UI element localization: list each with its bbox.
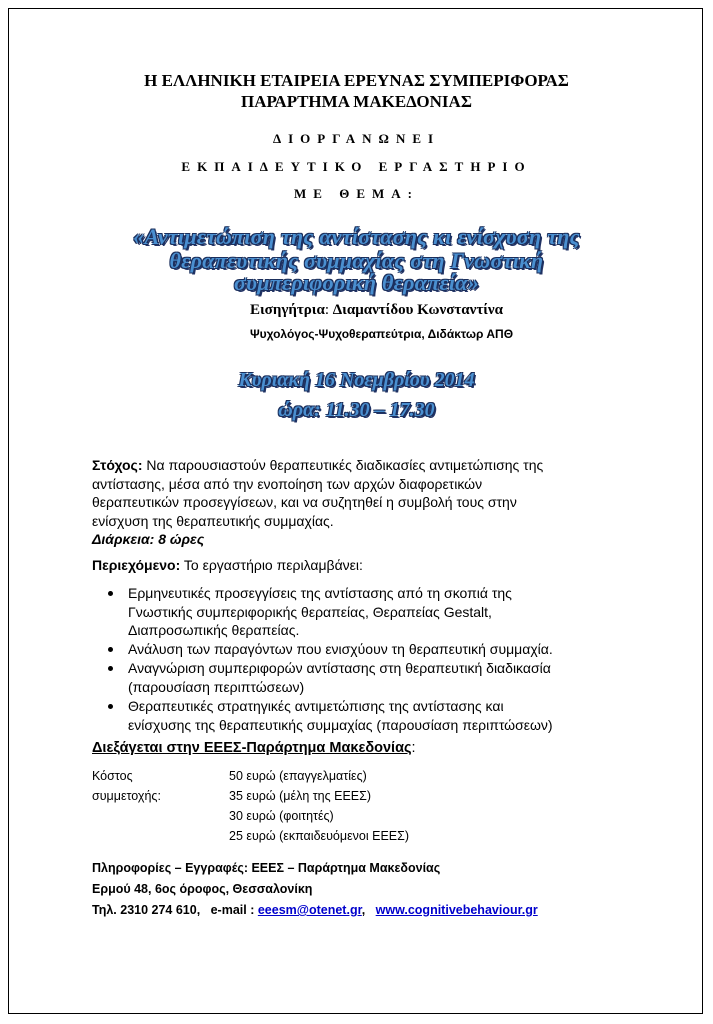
email-link[interactable]: eeesm@otenet.gr bbox=[257, 903, 362, 917]
event-date: Κυριακή 16 Νοεμβρίου 2014 bbox=[238, 369, 475, 391]
cost-label: Κόστος συμμετοχής: bbox=[92, 769, 161, 803]
content-intro-text: Το εργαστήριο περιλαμβάνει: bbox=[183, 557, 363, 573]
bullet-icon bbox=[108, 666, 113, 671]
goal-line4: ενίσχυση της θεραπευτικής συμμαχίας. bbox=[92, 512, 334, 529]
goal-section bbox=[92, 456, 652, 549]
list-item: Ανάλυση των παραγόντων που ενισχύουν τη θεραπευτική συμμαχία. bbox=[108, 640, 628, 660]
venue-colon: : bbox=[411, 740, 416, 756]
cost-row: 50 ευρώ (επαγγελματίες) bbox=[229, 769, 367, 783]
org-name: Η ΕΛΛΗΝΙΚΗ ΕΤΑΙΡΕΙΑ ΕΡΕΥΝΑΣ ΣΥΜΠΕΡΙΦΟΡΑΣ bbox=[144, 71, 569, 90]
workshop-title-line3: συμπεριφορική θεραπεία» bbox=[233, 270, 480, 295]
goal-line1: Στόχος: Να παρουσιαστούν θεραπευτικές διαδικασίες αντιμετώπισης της bbox=[92, 457, 544, 473]
bullet-icon bbox=[108, 704, 113, 709]
list-item: Θεραπευτικές στρατηγικές αντιμετώπισης της αντίστασης και ενίσχυσης της θεραπευτικής συμμαχίας (παρουσίαση περιπτώσεων) bbox=[108, 697, 628, 735]
venue-text: Διεξάγεται στην ΕΕΕΣ-Παράρτημα Μακεδονίας bbox=[92, 740, 412, 756]
contact-section bbox=[92, 858, 652, 921]
speaker-label: Εισηγήτρια bbox=[250, 302, 325, 318]
cost-row: 35 ευρώ (μέλη της ΕΕΕΣ) bbox=[229, 789, 372, 803]
cost-row: 30 ευρώ (φοιτητές) bbox=[229, 809, 334, 823]
cost-row: 25 ευρώ (εκπαιδευόμενοι ΕΕΕΣ) bbox=[229, 829, 410, 843]
content-intro bbox=[92, 556, 652, 575]
cost-list bbox=[229, 766, 529, 846]
content-label: Περιεχόμενο: bbox=[92, 557, 181, 573]
workshop-title-line2: θεραπευτικής συμμαχίας στη Γνωστική bbox=[169, 248, 544, 273]
speaker-colon: : bbox=[324, 302, 330, 318]
venue-line bbox=[92, 739, 416, 758]
goal-label: Στόχος: bbox=[92, 457, 143, 473]
website-link[interactable]: www.cognitivebehaviour.gr bbox=[375, 903, 538, 917]
speaker-credentials: Ψυχολόγος-Ψυχοθεραπεύτρια, Διδάκτωρ ΑΠΘ bbox=[249, 327, 514, 341]
contact-comma: , bbox=[361, 903, 366, 917]
contact-phone-line bbox=[92, 900, 652, 921]
duration: Διάρκεια: 8 ώρες bbox=[92, 531, 205, 547]
event-time: ώρα: 11.30 – 17.30 bbox=[278, 399, 435, 421]
list-item: Ερμηνευτικές προσεγγίσεις της αντίστασης από τη σκοπιά της Γνωστικής συμπεριφορικής θεραπείας, Θεραπείας Gestalt, Διαπροσωπικής θεραπείας. bbox=[108, 584, 628, 640]
organizes-heading: ΔΙΟΡΓΑΝΩΝΕΙ bbox=[272, 131, 441, 146]
contact-address: Ερμού 48, 6ος όροφος, Θεσσαλονίκη bbox=[92, 882, 313, 896]
goal-line2: αντίστασης, μέσα από την ενοποίηση των αρχών διαφορετικών bbox=[92, 475, 483, 492]
workshop-title-line1: «Αντιμετώπιση της αντίστασης κι ενίσχυση της bbox=[133, 224, 580, 249]
speaker-line bbox=[0, 302, 713, 319]
contact-phone: Τηλ. 2310 274 610, bbox=[92, 903, 201, 917]
bullet-icon bbox=[108, 591, 113, 596]
bullet-icon bbox=[108, 647, 113, 652]
contact-info-line: Πληροφορίες – Εγγραφές: ΕΕΕΣ – Παράρτημα Μακεδονίας bbox=[92, 861, 441, 875]
workshop-heading: ΕΚΠΑΙΔΕΥΤΙΚΟ ΕΡΓΑΣΤΗΡΙΟ bbox=[181, 159, 532, 174]
org-branch: ΠΑΡΑΡΤΗΜΑ ΜΑΚΕΔΟΝΙΑΣ bbox=[241, 92, 472, 111]
speaker-name: Διαμαντίδου Κωνσταντίνα bbox=[332, 302, 503, 318]
topic-heading: ΜΕ ΘΕΜΑ: bbox=[294, 186, 419, 201]
email-label: e-mail : bbox=[210, 903, 255, 917]
list-item: Αναγνώριση συμπεριφορών αντίστασης στη θεραπευτική διαδικασία (παρουσίαση περιπτώσεων) bbox=[108, 659, 628, 697]
goal-line3: θεραπευτικών προσεγγίσεων, και να συζητηθεί η συμβολή τους στην bbox=[92, 494, 517, 510]
